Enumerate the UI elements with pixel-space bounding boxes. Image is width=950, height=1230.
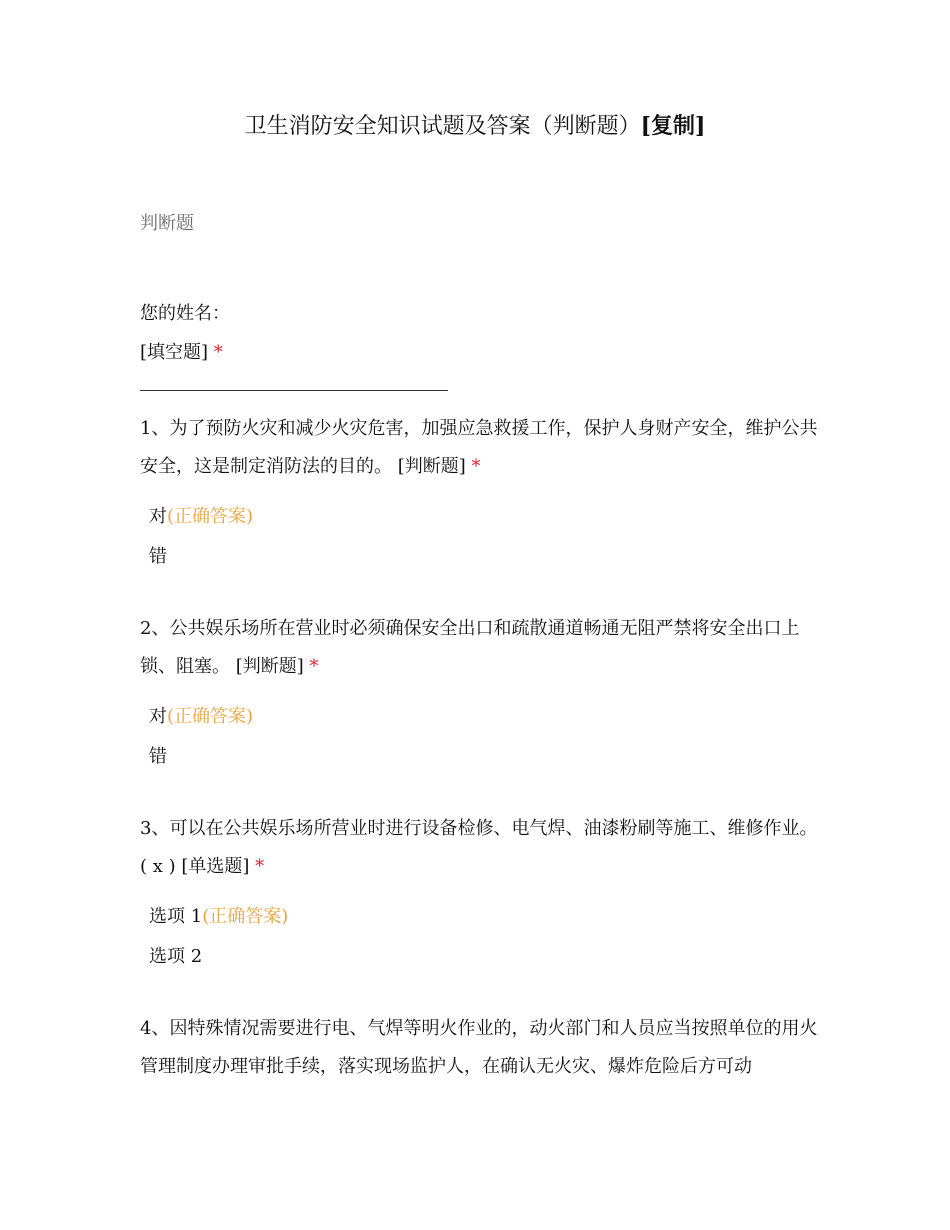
question-4 (140, 1010, 820, 1086)
option-label: 错 (149, 746, 167, 767)
option-label: 错 (149, 546, 167, 567)
question-text: 1、为了预防火灾和减少火灾危害，加强应急救援工作，保护人身财产安全，维护公共安全，这是制定消防法的目的。 (140, 418, 818, 477)
correct-answer-marker: (正确答案) (202, 906, 289, 927)
option-label: 选项 1 (149, 906, 203, 927)
question-3-option-1[interactable] (149, 902, 288, 928)
correct-answer-marker: (正确答案) (167, 706, 254, 727)
copy-tag[interactable]: [复制] (640, 113, 706, 139)
question-type: [单选题] (181, 856, 250, 877)
question-type: [判断题] (397, 456, 466, 477)
required-mark: * (471, 456, 481, 477)
page-title-text: 卫生消防安全知识试题及答案（判断题） (244, 114, 641, 139)
question-2-option-2[interactable] (149, 742, 167, 768)
question-type: [填空题] (140, 342, 209, 363)
question-3-option-2[interactable] (149, 942, 202, 968)
option-label: 选项 2 (149, 946, 203, 967)
correct-answer-marker: (正确答案) (167, 506, 254, 527)
name-input-line[interactable] (140, 390, 448, 391)
question-2-option-1[interactable] (149, 702, 253, 728)
question-1-option-2[interactable] (149, 542, 167, 568)
question-text: 4、因特殊情况需要进行电、气焊等明火作业的，动火部门和人员应当按照单位的用火管理制度办理审批手续，落实现场监护人，在确认无火灾、爆炸危险后方可动 (140, 1018, 818, 1077)
question-1-option-1[interactable] (149, 502, 253, 528)
question-1 (140, 410, 820, 486)
question-text: 3、可以在公共娱乐场所营业时进行设备检修、电气焊、油漆粉刷等施工、维修作业。 ( x ) (140, 818, 818, 877)
question-3 (140, 810, 820, 886)
required-mark: * (309, 656, 319, 677)
option-label: 对 (149, 506, 167, 527)
question-type: [判断题] (235, 656, 304, 677)
section-label: 判断题 (140, 213, 194, 234)
required-mark: * (213, 342, 223, 363)
page-title (0, 111, 950, 142)
name-question-meta (140, 338, 223, 364)
required-mark: * (255, 856, 265, 877)
question-2 (140, 610, 820, 686)
question-text: 2、公共娱乐场所在营业时必须确保安全出口和疏散通道畅通无阻严禁将安全出口上锁、阻塞。 (140, 618, 800, 677)
option-label: 对 (149, 706, 167, 727)
name-label: 您的姓名： (140, 303, 230, 324)
